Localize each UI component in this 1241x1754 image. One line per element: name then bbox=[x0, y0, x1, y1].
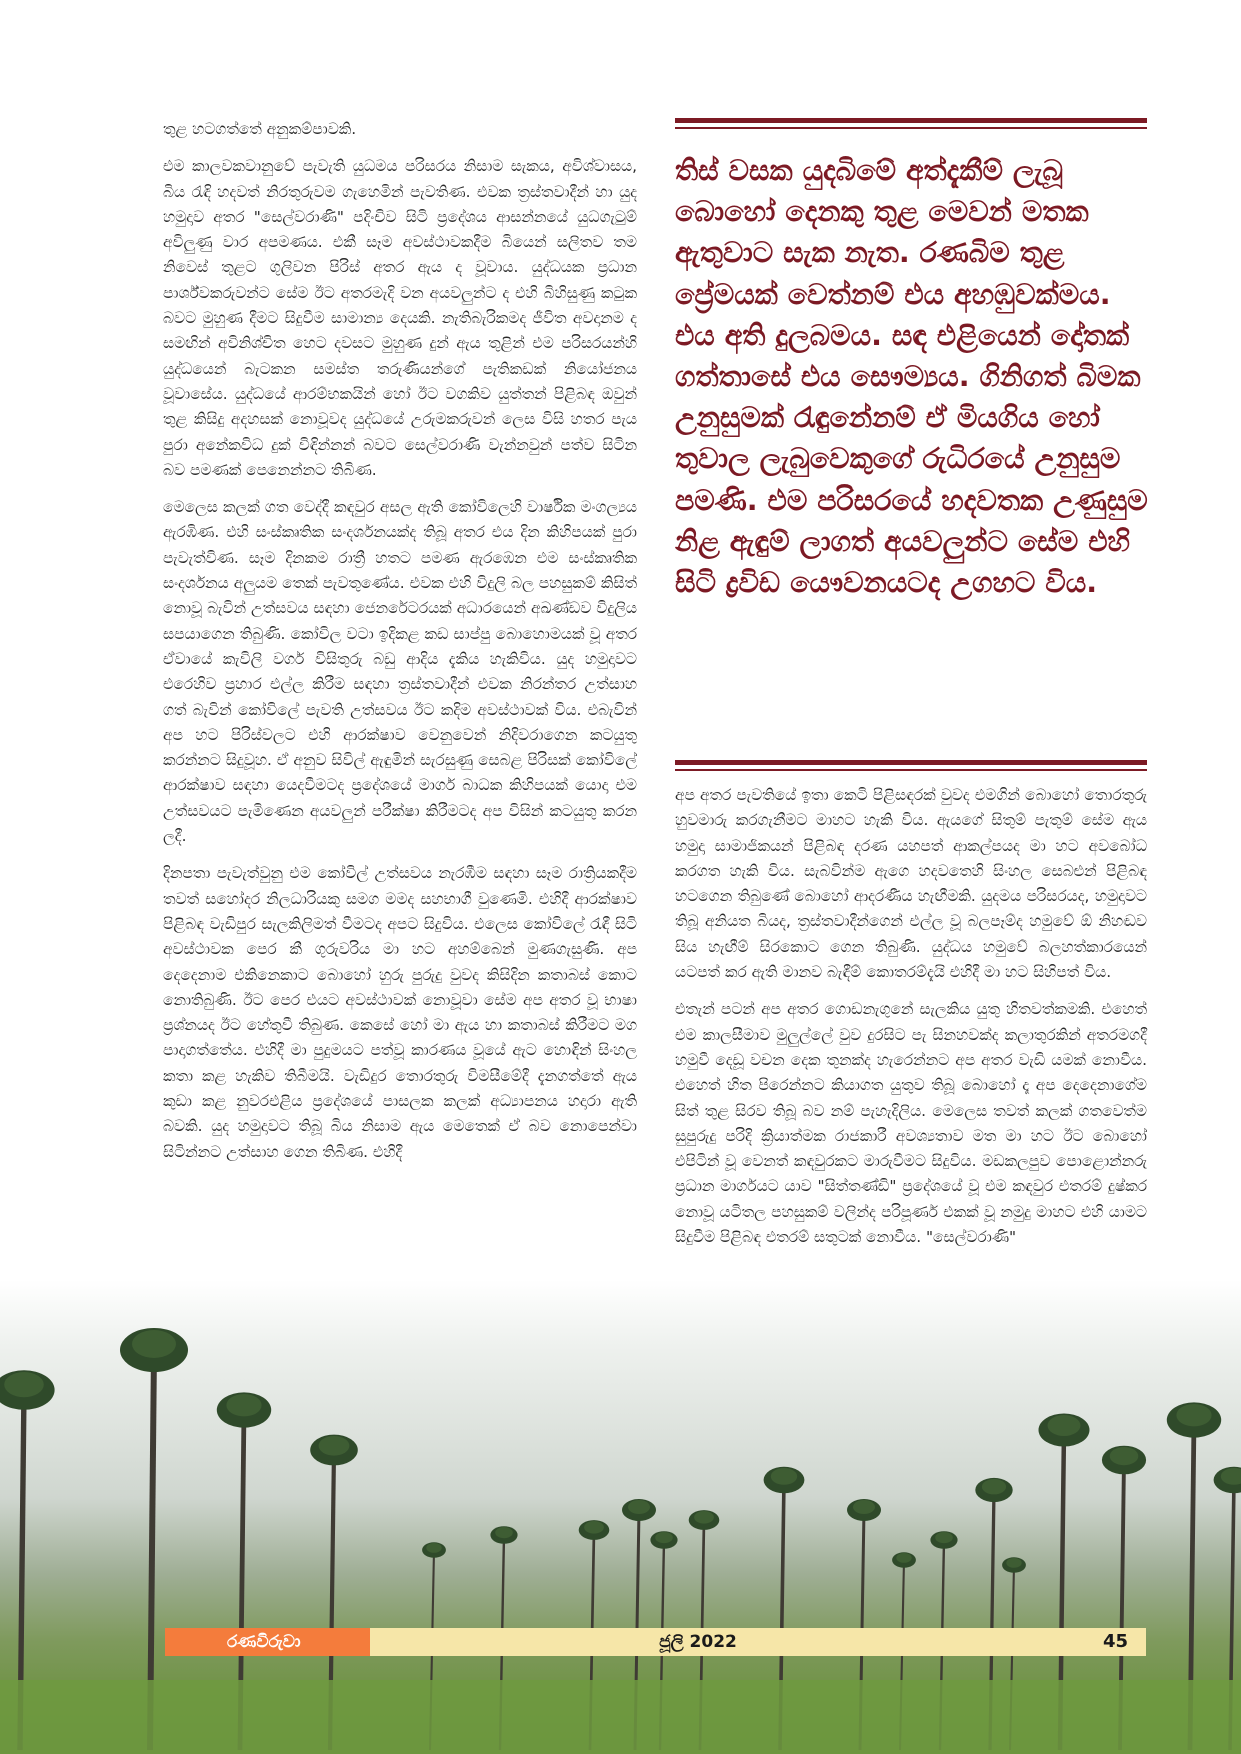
article-column-right bbox=[675, 783, 1147, 1262]
grass-field bbox=[0, 1680, 1241, 1754]
paragraph: මෙලෙස කලක් ගත වෙද්දී කඳවුර අසල ඇති කෝවිලෙහි වාර්ෂික මංගල්‍යය ඇරඹිණ. එහි සංස්කෘතික සංදර්ශනයක්ද තිබූ අතර එය දින කිහිපයක් පුරා පැවැත්විණ. සෑම දිනකම රාත්‍රී හතට පමණ ඇරඹෙන එම සංස්කෘතික සංදර්ශනය අලුයම තෙක් පැවතුණේය. එවක එහි විදුලි බල පහසුකම් කිසිත් නොවූ බැවින් උත්සවය සඳහා ජෙනරේටරයක් අධාරයෙන් අඛණ්ඩව විදුලිය සපයාගෙන තිබුණි. කෝවිල වටා ඉදිකළ කඩ සාප්පු බොහොමයක් වූ අතර ඒවායේ කැවිලි වර්ග විසිතුරු බඩු ආදිය දැකිය හැකිවිය. යුද හමුදාවට එරෙහිව ප්‍රහාර එල්ල කිරීම සඳහා ත්‍රස්තවාදීන් එවක නිරන්තර උත්සාහ ගත් බැවින් කෝවිලේ පැවති උත්සවය ඊට කදිම අවස්ථාවක් විය. එබැවින් අප හට පිරිස්වලට එහි ආරක්ෂාව වෙනුවෙන් නිදිවරාගෙන කටයුතු කරන්නට සිදුවූහ. ඒ අනුව සිවිල් ඇඳුමින් සැරසුණු සෙබළ පිරිසක් කෝවිලේ ආරක්ෂාව සඳහා යෙදවීමටද ප්‍රදේශයේ මාර්ග බාධක කිහිපයක් යොදා එම උත්සවයට පැමිණෙන අයවලුන් පරීක්ෂා කිරීමටද අප විසින් කටයුතු කරන ලදී. bbox=[163, 498, 637, 846]
magazine-name: රණවිරුවා bbox=[165, 1628, 370, 1656]
paragraph: අප අතර පැවතියේ ඉතා කෙටි පිළිසඳරක් වුවද එමගින් බොහෝ තොරතුරු හුවමාරු කරගැනීමට මාහට හැකි විය. ඇයගේ සිතුම් පැතුම් සේම ඇය හමුදා සාමාජිකයන් පිළිබඳ දරණ යහපත් ආකල්පයද මා හට අවබෝධ කරගත හැකි විය. සැබවින්ම ඇගෙ හදවතෙහි සිංහල සෙබළුන් පිළිබඳ හටගෙන තිබුණේ බොහෝ ආදරණීය හැඟීමකි. යුදමය පරිසරයද, හමුදාවට තිබූ අනියත බියද, ත්‍රස්තවාදීන්ගෙන් එල්ල වූ බලපෑම්ද හමුවේ ඕ නිහඬව සිය හැඟීම් සිරකොට ගෙන තිබුණි. යුද්ධය හමුවේ බලහත්කාරයෙන් යටපත් කර ඇති මානව බැඳීම් කොතරම්දැයි එහිදී මා හට සිහිපත් විය. bbox=[675, 786, 1147, 982]
paragraph: එතැන් පටන් අප අතර ගොඩනැගුනේ සැලකිය යුතු හිතවත්කමකි. එහෙත් එම කාලසීමාව මුලුල්ලේ වුව දුරසිට පැ සිනහවක්ද කලාතුරකින් අතරමගදී හමුවී දෙඩූ වචන දෙක තුනක්ද හැරෙන්නට අප අතර වැඩි යමක් නොවීය. එහෙත් හිත පිරෙන්නට කියාගත යුතුව තිබූ බොහෝ දෑ අප දෙදෙනාගේම සිත් තුළ සිරව තිබූ බව නම් පැහැදිලිය. මෙලෙස තවත් කලක් ගතවෙත්ම සුපුරුදු පරිදි ක්‍රියාත්මක රාජකාරී අවශ්‍යතාව මත මා හට ඊට බොහෝ එපිටින් වූ වෙනත් කඳවුරකට මාරුවීමට සිදුවිය. මඩකලපුව පොළොන්නරු ප්‍රධාන මාර්ගයට යාව "සිත්තණ්ඩි" ප්‍රදේශයේ වූ එම කඳවුර එතරම් දුෂ්කර නොවූ යටිතල පහසුකම් වලින්ද පරිපූර්ණ එකක් වූ නමුදු මාහට එහි යාමට සිදුවීම පිළිබඳ එතරම් සතුටක් නොවීය. "සෙල්වරාණි" bbox=[675, 1000, 1147, 1247]
pull-quote-top-rule bbox=[675, 118, 1147, 129]
page-number: 45 bbox=[1066, 1628, 1146, 1656]
background-landscape-photo bbox=[0, 1280, 1241, 1754]
pull-quote: තිස් වසක යුදබිමේ අත්දැකීම් ලැබූ බොහෝ දෙනකු තුළ මෙවන් මතක ඇතුවාට සැක නැත. රණබිම තුළ ප්‍රේමයක් වෙත්නම් එය අහඹුවක්මය. එය අති දුලබමය. සඳ එළියෙන් දෝතක් ගත්තාසේ එය සෞම්‍යය. ගිනිගත් බිමක උනුසුමක් රැඳුනේනම් ඒ මියගිය හෝ තුවාල ලැබුවෙකුගේ රුධිරයේ උනුසුම පමණි. එම පරිසරයේ හදවතක උණුසුම නිළ ඇඳුම් ලාගත් අයවලුන්ට සේම එහි සිටි ද්‍රවිඩ යෞවනයටද උගහට විය. bbox=[675, 154, 1148, 600]
pull-quote-bottom-rule bbox=[675, 760, 1147, 771]
issue-date: ජූලි 2022 bbox=[370, 1628, 1066, 1656]
paragraph: තුළ හටගත්තේ අනුකම්පාවකි. bbox=[163, 120, 357, 138]
paragraph: එම කාලවකවානුවේ පැවැති යුධමය පරිසරය නිසාම සැකය, අවිශ්වාසය, බිය රැඳි හදවත් නිරතුරුවම ගැහෙමින් පැවතිණ. එවක ත්‍රස්තවාදීන් හා යුද හමුදාව අතර "සෙල්වරාණි" පදිංචිව සිටි ප්‍රදේශය ආසන්නයේ යුධගැටුම් අවිලුණු වාර අපමණය. එකී සෑම අවස්ථාවකදීම බියෙන් සලිතව තම නිවෙස් තුළට ගුලිවන පිරිස් අතර ඇය ද වූවාය. යුද්ධයක ප්‍රධාන පාර්ශ්වකරුවන්ට සේම ඊට අතරමැදි වන අයවලුන්ට ද එහි බිහිසුණු කටුක බවට මුහුණ දීමට සිදුවීම සාමාන්‍ය දෙයකි. නැතිබැරිකමද ජීවිත අවදානම ද සමඟින් අවිනිශ්චිත හෙට දවසට මුහුණ දුන් ඇය තුළින් එම පරිසරයන්හි යුද්ධයෙන් බැටකන සමස්ත තරුණියන්ගේ පැතිකඩක් නියෝජනය වූවාසේය. යුද්ධයේ ආරම්භකයින් හෝ ඊට වගකිව යුත්තන් පිළිබඳ ඔවුන් තුළ කිසිදු අදහසක් නොවූවද යුද්ධයේ උරුමකරුවන් ලෙස විසි හතර පැය පුරා අනේකවිධ දුක් විඳින්නන් බවට සෙල්වරාණි වැන්නවුන් පත්ව සිටින බව පමණක් පෙනෙන්නට තිබිණ. bbox=[163, 157, 637, 479]
article-column-left bbox=[163, 117, 637, 1177]
page-footer bbox=[165, 1628, 1146, 1656]
paragraph: දිනපතා පැවැත්වුනු එම කෝවිල් උත්සවය නැරඹීම සඳහා සෑම රාත්‍රියකදීම තවත් සහෝදර නිලධාරියකු සමග මමද සහභාගී වුණෙමි. එහිදී ආරක්ෂාව පිළිබඳ වැඩිපුර සැලකිලිමත් වීමටද අපට සිදුවිය. එලෙස කෝවිලේ රැඳී සිටි අවස්ථාවක පෙර කී ගුරුවරිය මා හට අහම්බෙන් මුණගැසුණි. අප දෙදෙනාම එකිනෙකාට බොහෝ හුරු පුරුදු වුවද කිසිදින කතාබස් කොට නොතිබුණි. ඊට පෙර එයට අවස්ථාවක් නොවූවා සේම අප අතර වූ භාෂා ප්‍රශ්නයද ඊට හේතුවී තිබුණ. කෙසේ හෝ මා ඇය හා කතාබස් කිරීමට මග පාදාගත්තේය. එහිදී මා පුදුමයට පත්වූ කාරණය වූයේ ඇට හොඳින් සිංහල කතා කළ හැකිව තිබීමයි. වැඩිදුර තොරතුරු විමසීමේදී දැනගත්තේ ඇය කුඩා කළ නුවරඑළිය ප්‍රදේශයේ පාසලක කලක් අධ්‍යාපනය හදාරා ඇති බවකි. යුද හමුදාවට තිබූ බිය නිසාම ඇය මෙතෙක් ඒ බව නොපෙන්වා සිටින්නට උත්සාහ ගෙන තිබිණ. එහිදී bbox=[163, 864, 637, 1161]
